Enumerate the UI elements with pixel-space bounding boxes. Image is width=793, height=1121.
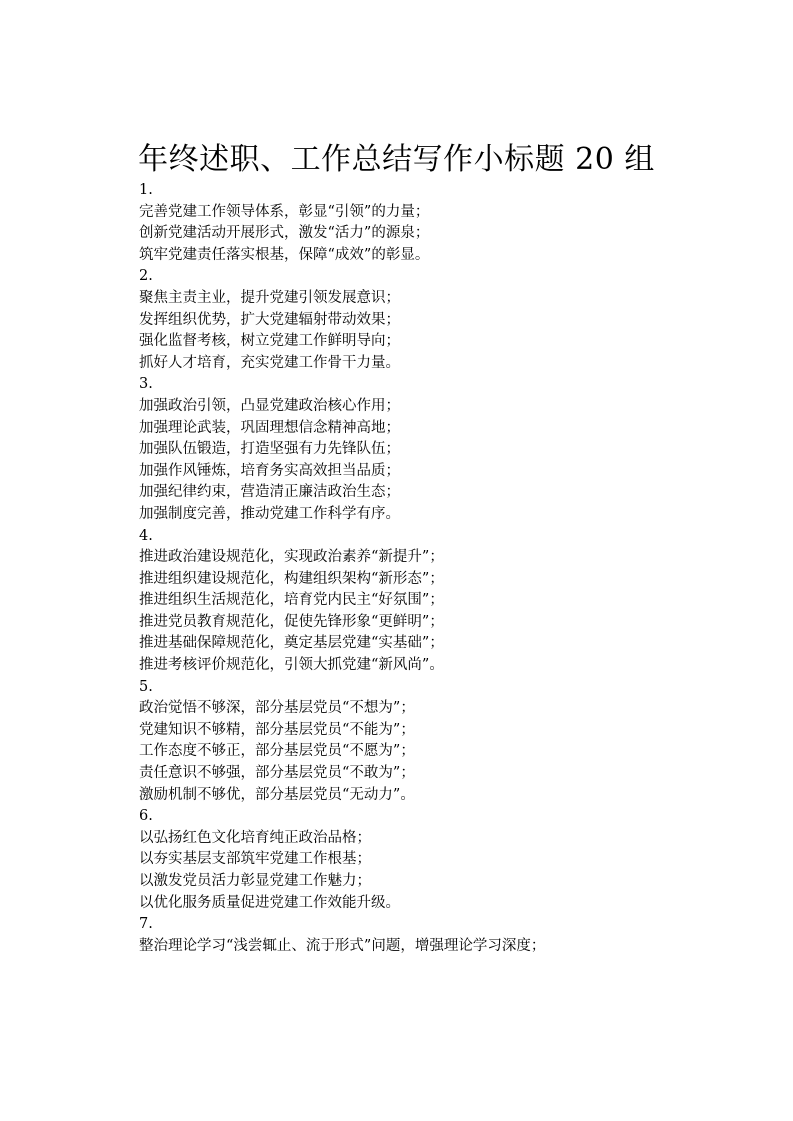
heading-line: 推进党员教育规范化，促使先锋形象“更鲜明”； <box>139 613 444 630</box>
heading-line: 强化监督考核，树立党建工作鲜明导向； <box>139 333 400 350</box>
heading-line: 推进组织生活规范化，培育党内民主“好氛围”； <box>139 592 444 609</box>
heading-line: 创新党建活动开展形式，激发“活力”的源泉； <box>139 225 430 242</box>
heading-line: 整治理论学习“浅尝辄止、流于形式”问题，增强理论学习深度； <box>139 937 546 954</box>
heading-line: 加强纪律约束，营造清正廉洁政治生态； <box>139 484 400 501</box>
heading-line: 推进组织建设规范化，构建组织架构“新形态”； <box>139 570 444 587</box>
section-number: 1. <box>139 182 153 198</box>
heading-line: 工作态度不够正，部分基层党员“不愿为”； <box>139 743 415 760</box>
heading-line: 加强理论武装，巩固理想信念精神高地； <box>139 419 400 436</box>
heading-line: 加强政治引领，凸显党建政治核心作用； <box>139 397 400 414</box>
heading-line: 加强制度完善，推动党建工作科学有序。 <box>139 505 400 522</box>
section-number: 5. <box>139 678 153 695</box>
heading-line: 推进政治建设规范化，实现政治素养“新提升”； <box>139 549 444 566</box>
heading-line: 责任意识不够强，部分基层党员“不敢为”； <box>139 765 415 782</box>
section-number: 6. <box>139 808 153 825</box>
heading-line: 推进考核评价规范化，引领大抓党建“新风尚”。 <box>139 657 444 674</box>
heading-line: 以优化服务质量促进党建工作效能升级。 <box>139 894 400 911</box>
heading-line: 发挥组织优势，扩大党建辐射带动效果； <box>139 311 400 328</box>
heading-line: 聚焦主责主业，提升党建引领发展意识； <box>139 289 400 306</box>
section-number: 7. <box>139 916 153 933</box>
section-number: 4. <box>139 527 153 544</box>
heading-line: 以激发党员活力彰显党建工作魅力； <box>139 873 371 889</box>
heading-line: 完善党建工作领导体系，彰显“引领”的力量； <box>139 203 430 220</box>
document-title: 年终述职、工作总结写作小标题 20 组 <box>138 142 655 177</box>
heading-line: 加强队伍锻造，打造坚强有力先锋队伍； <box>139 441 400 458</box>
document-body <box>139 180 739 957</box>
heading-line: 筑牢党建责任落实根基，保障“成效”的彰显。 <box>139 246 430 263</box>
heading-line: 推进基础保障规范化，奠定基层党建“实基础”； <box>139 635 444 652</box>
heading-line: 政治觉悟不够深，部分基层党员“不想为”； <box>139 700 415 717</box>
heading-line: 以夯实基层支部筑牢党建工作根基； <box>139 851 371 868</box>
heading-line: 党建知识不够精，部分基层党员“不能为”； <box>139 721 415 738</box>
heading-line: 加强作风锤炼，培育务实高效担当品质； <box>139 462 400 479</box>
section-number: 3. <box>139 376 153 393</box>
heading-line: 激励机制不够优，部分基层党员“无动力”。 <box>139 786 415 803</box>
section-number: 2. <box>139 268 153 285</box>
heading-line: 以弘扬红色文化培育纯正政治品格； <box>139 829 371 846</box>
heading-line: 抓好人才培育，充实党建工作骨干力量。 <box>139 354 400 371</box>
